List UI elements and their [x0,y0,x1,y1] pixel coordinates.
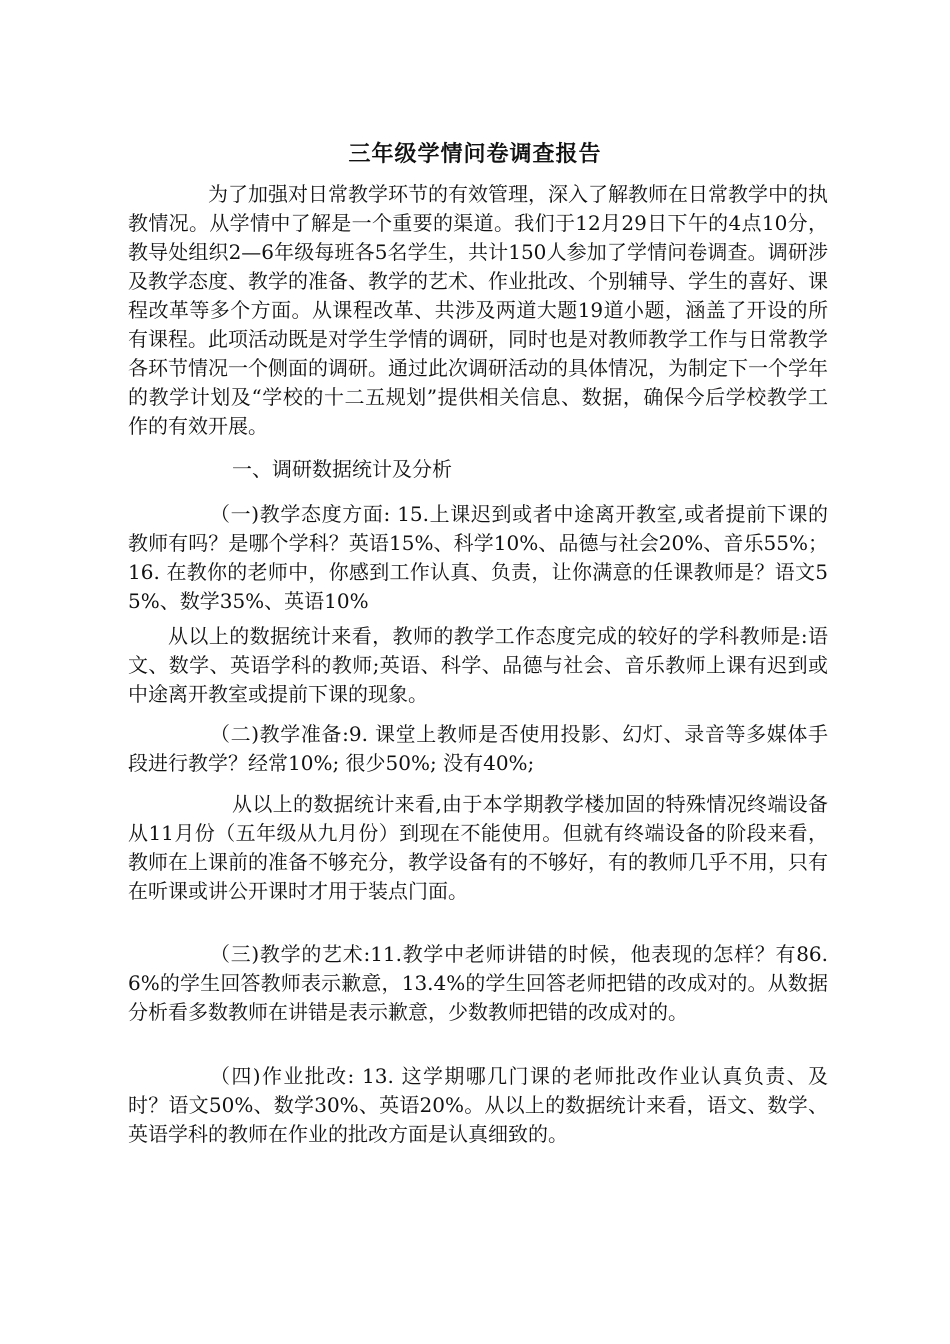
document-title: 三年级学情问卷调查报告 [348,141,602,167]
homework-correction-paragraph: （四)作业批改: 13. 这学期哪几门课的老师批改作业认真负责、及时？语文50%、数学30%、英语20%。从以上的数据统计来看，语文、数学、英语学科的教师在作业的批改方面是认真细致的。 [128,1064,828,1146]
teaching-attitude-analysis: 从以上的数据统计来看，教师的教学工作态度完成的较好的学科教师是:语文、数学、英语学科的教师;英语、科学、品德与社会、音乐教师上课有迟到或中途离开教室或提前下课的现象。 [128,624,828,706]
teaching-art-paragraph: （三)教学的艺术:11.教学中老师讲错的时候，他表现的怎样？有86.6%的学生回答教师表示歉意，13.4%的学生回答老师把错的改成对的。从数据分析看多数教师在讲错是表示歉意，少数教师把错的改成对的。 [128,942,828,1024]
teaching-preparation-paragraph: （二)教学准备:9. 课堂上教师是否使用投影、幻灯、录音等多媒体手段进行教学？经常10%; 很少50%; 没有40%; [128,722,828,775]
teaching-attitude-paragraph: （一)教学态度方面: 15.上课迟到或者中途离开教室,或者提前下课的教师有吗？是哪个学科？英语15%、科学10%、品德与社会20%、音乐55%；16. 在教你的老师中，你感到工作认真、负责，让你满意的任课教师是？语文55%、数学35%、英语10% [128,502,828,613]
section-heading: 一、调研数据统计及分析 [232,457,452,481]
intro-paragraph: 为了加强对日常教学环节的有效管理，深入了解教师在日常教学中的执教情况。从学情中了解是一个重要的渠道。我们于12月29日下午的4点10分，教导处组织2—6年级每班各5名学生，共计150人参加了学情问卷调查。调研涉及教学态度、教学的准备、教学的艺术、作业批改、个别辅导、学生的喜好、课程改革等多个方面。从课程改革、共涉及两道大题19道小题，涵盖了开设的所有课程。此项活动既是对学生学情的调研，同时也是对教师教学工作与日常教学各环节情况一个侧面的调研。通过此次调研活动的具体情况，为制定下一个学年的教学计划及“学校的十二五规划”提供相关信息、数据，确保今后学校教学工作的有效开展。 [128,182,828,438]
teaching-preparation-analysis: 从以上的数据统计来看,由于本学期教学楼加固的特殊情况终端设备从11月份（五年级从九月份）到现在不能使用。但就有终端设备的阶段来看，教师在上课前的准备不够充分，教学设备有的不够好，有的教师几乎不用，只有在听课或讲公开课时才用于装点门面。 [128,792,828,903]
